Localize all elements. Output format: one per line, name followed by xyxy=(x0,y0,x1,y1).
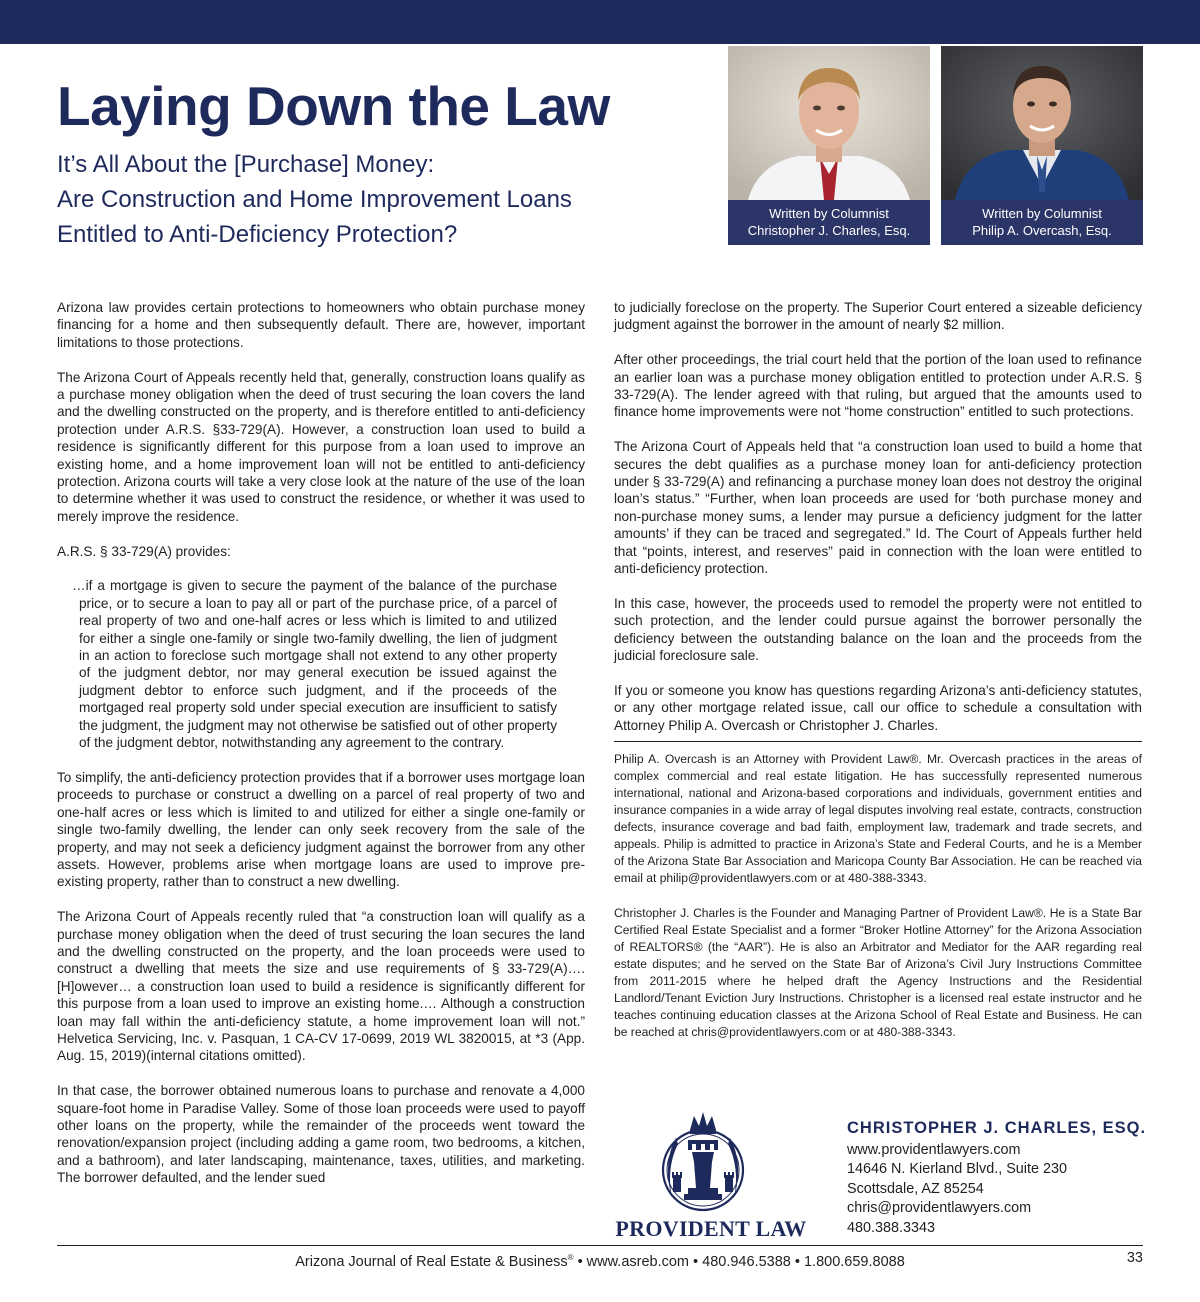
caption-line: Christopher J. Charles, Esq. xyxy=(747,223,911,238)
author-card-overcash xyxy=(941,46,1143,245)
author-photo-charles xyxy=(728,46,930,200)
article-column-right xyxy=(614,299,1142,1058)
contact-email[interactable]: chris@providentlawyers.com xyxy=(847,1200,1032,1216)
bio-divider xyxy=(614,741,1142,742)
registered-mark: ® xyxy=(567,1253,574,1262)
rook-crest-icon xyxy=(606,1108,816,1218)
author-bio-charles: Christopher J. Charles is the Founder and Managing Partner of Provident Law®. He is a State Bar Certified Real Estate Specialist and a former “Broker Hotline Attorney” for the Arizona Association of REALTORS® (the “AAR”). He is also an Arbitrator and Mediator for the AAR regarding real estate disputes; and he served on the State Bar of Arizona’s Civil Jury Instructions Committee from 2011-2015 where he helped draft the Agency Instructions and the Residential Landlord/Tenant Eviction Jury Instructions. Christopher is a licensed real estate instructor and he teaches continuing education classes at the Arizona School of Real Estate and Business. He can be reached at chris@providentlawyers.com or at 480-388-3343. xyxy=(614,905,1142,1039)
logo-wordmark: PROVIDENT LAW xyxy=(615,1216,807,1241)
author-card-charles xyxy=(728,46,930,245)
article-subtitle xyxy=(57,147,697,252)
caption-line: Philip A. Overcash, Esq. xyxy=(972,223,1112,238)
contact-phone: 480.388.3343 xyxy=(847,1219,936,1236)
subtitle-line: It’s All About the [Purchase] Money: xyxy=(57,151,435,178)
contact-website[interactable]: www.providentlawyers.com xyxy=(847,1141,1021,1158)
subtitle-line: Entitled to Anti-Deficiency Protection? xyxy=(57,221,458,248)
body-paragraph: After other proceedings, the trial court held that the portion of the loan used to refinance an earlier loan was a purchase money obligation entitled to protection under A.R.S. § 33-729(A). The lender agreed with that ruling, but argued that the amounts used to finance home improvements were not “home construction” entitled to such protections. xyxy=(614,352,1142,420)
author-caption-charles xyxy=(728,200,930,245)
top-banner-bar xyxy=(0,0,1200,44)
footer-rule xyxy=(57,1245,1143,1246)
statute-quote: …if a mortgage is given to secure the payment of the balance of the purchase price, or to secure a loan to pay all or part of the purchase price, of a parcel of real property of two and one-half acres or less which is limited to and utilized for either a single one-family or single two-family dwelling, the lien of judgment in an action to foreclose such mortgage shall not extend to any other property of the judgment debtor, nor may general execution be issued against the judgment debtor to enforce such judgment, and if the proceeds of the mortgaged real property sold under special execution are insufficient to satisfy the judgment, the judgment may not otherwise be satisfied out of other property of the judgment debtor, notwithstanding any agreement to the contrary. xyxy=(72,578,557,751)
body-paragraph: The Arizona Court of Appeals recently ruled that “a construction loan will qualify as a purchase money obligation when the deed of trust securing the loan secures the land and the dwelling constructed on the property, and the loan proceeds were used to construct a dwelling that meets the size and use requirements of § 33-729(A)…. [H]owever… a construction loan used to build a residence is significantly different for this purpose from a loan used to improve an existing home.… Although a construction loan may fall within the anti-deficiency statute, a home improvement loan will not.” Helvetica Servicing, Inc. v. Pasquan, 1 CA-CV 17-0699, 2019 WL 3820015, at *3 (App. Aug. 15, 2019)(internal citations omitted). xyxy=(57,909,585,1064)
caption-line: Written by Columnist xyxy=(769,206,889,221)
page-title: Laying Down the Law xyxy=(57,75,610,137)
caption-line: Written by Columnist xyxy=(982,206,1102,221)
body-paragraph: In this case, however, the proceeds used to remodel the property were not entitled to such protection, and the lender could pursue against the borrower personally the deficiency between the outstanding balance on the loan and the proceeds from the judicial foreclosure sale. xyxy=(614,595,1142,664)
body-paragraph: The Arizona Court of Appeals recently held that, generally, construction loans qualify as a purchase money obligation when the deed of trust securing the loan covers the land and the dwelling constructed on the property, and is therefore entitled to anti-deficiency protection under A.R.S. §33-729(A). However, a construction loan used to build a residence is significantly different for this purpose from a loan used to improve an existing home, and a home improvement loan will not be entitled to anti-deficiency protection. Arizona courts will take a very close look at the nature of the use of the loan to determine whether it was used to construct the residence, or whether it was used to merely improve the residence. xyxy=(57,369,585,524)
body-paragraph: to judicially foreclose on the property. The Superior Court entered a sizeable deficiency judgment against the borrower in the amount of nearly $2 million. xyxy=(614,300,1142,333)
body-paragraph: Arizona law provides certain protections to homeowners who obtain purchase money financing for a home and then subsequently default. There are, however, important limitations to those protections. xyxy=(57,300,585,350)
contact-address-line: Scottsdale, AZ 85254 xyxy=(847,1180,984,1197)
body-paragraph: In that case, the borrower obtained numerous loans to purchase and renovate a 4,000 square-foot home in Paradise Valley. Some of those loan proceeds were used to payoff other loans on the property, while the remainder of the proceeds went toward the renovation/expansion project (including adding a game room, two bedrooms, a kitchen, and a bathroom), and later landscaping, maintenance, taxes, utilities, and marketing. The borrower defaulted, and the lender sued xyxy=(57,1083,585,1186)
page-number: 33 xyxy=(1126,1250,1143,1266)
subtitle-line: Are Construction and Home Improvement Loans xyxy=(57,186,572,213)
body-paragraph: If you or someone you know has questions regarding Arizona’s anti-deficiency statutes, or any other mortgage related issue, call our office to schedule a consultation with Attorney Philip A. Overcash or Christopher J. Charles. xyxy=(614,682,1142,733)
author-caption-overcash xyxy=(941,200,1143,245)
author-bio-overcash: Philip A. Overcash is an Attorney with Provident Law®. Mr. Overcash practices in the areas of complex commercial and real estate litigation. He has successfully represented numerous international, national and Arizona-based corporations and individuals, government entities and insurance companies in a wide array of legal disputes involving real estate, contracts, construction defects, insurance coverage and bad faith, employment law, trademark and trade secrets, and appeals. Philip is admitted to practice in Arizona’s State and Federal Courts, and he is a Member of the Arizona State Bar Association and Maricopa County Bar Association. He can be reached via email at philip@providentlawyers.com or at 480-388-3343. xyxy=(614,752,1142,886)
footer-journal: Arizona Journal of Real Estate & Business xyxy=(295,1253,568,1270)
article-column-left xyxy=(57,299,585,1204)
footer-contact-info: • www.asreb.com • 480.946.5388 • 1.800.659.8088 xyxy=(573,1253,905,1270)
contact-block xyxy=(847,1119,1147,1238)
contact-address-line: 14646 N. Kierland Blvd., Suite 230 xyxy=(847,1161,1067,1177)
page-footer xyxy=(57,1249,1143,1271)
author-photo-overcash xyxy=(941,46,1143,200)
body-paragraph: A.R.S. § 33-729(A) provides: xyxy=(57,543,231,559)
body-paragraph: To simplify, the anti-deficiency protection provides that if a borrower uses mortgage loan proceeds to purchase or construct a dwelling on a parcel of real property of two and one-half acres or less which is limited to and utilized for either a single one-family or single two-family dwelling, the lender can only seek recovery from the sale of the property, and may not seek a deficiency judgment against the borrower from any other assets. However, problems arise when mortgage loans are used to improve pre-existing property, rather than to construct a new dwelling. xyxy=(57,769,585,890)
body-paragraph: The Arizona Court of Appeals held that “a construction loan used to build a home that secures the debt qualifies as a purchase money loan for anti-deficiency protection under § 33-729(A) and refinancing a purchase money loan does not destroy the original loan’s status.” “Further, when loan proceeds are used for ‘both purchase money and non-purchase money sums, a lender may pursue a deficiency judgment for the latter amounts’ if they can be traced and segregated.” Id. The Court of Appeals further held that “points, interest, and reserves” paid in connection with the loan were entitled to anti-deficiency protection. xyxy=(614,439,1142,577)
contact-name: CHRISTOPHER J. CHARLES, ESQ. xyxy=(847,1119,1147,1137)
provident-law-logo xyxy=(606,1108,816,1243)
